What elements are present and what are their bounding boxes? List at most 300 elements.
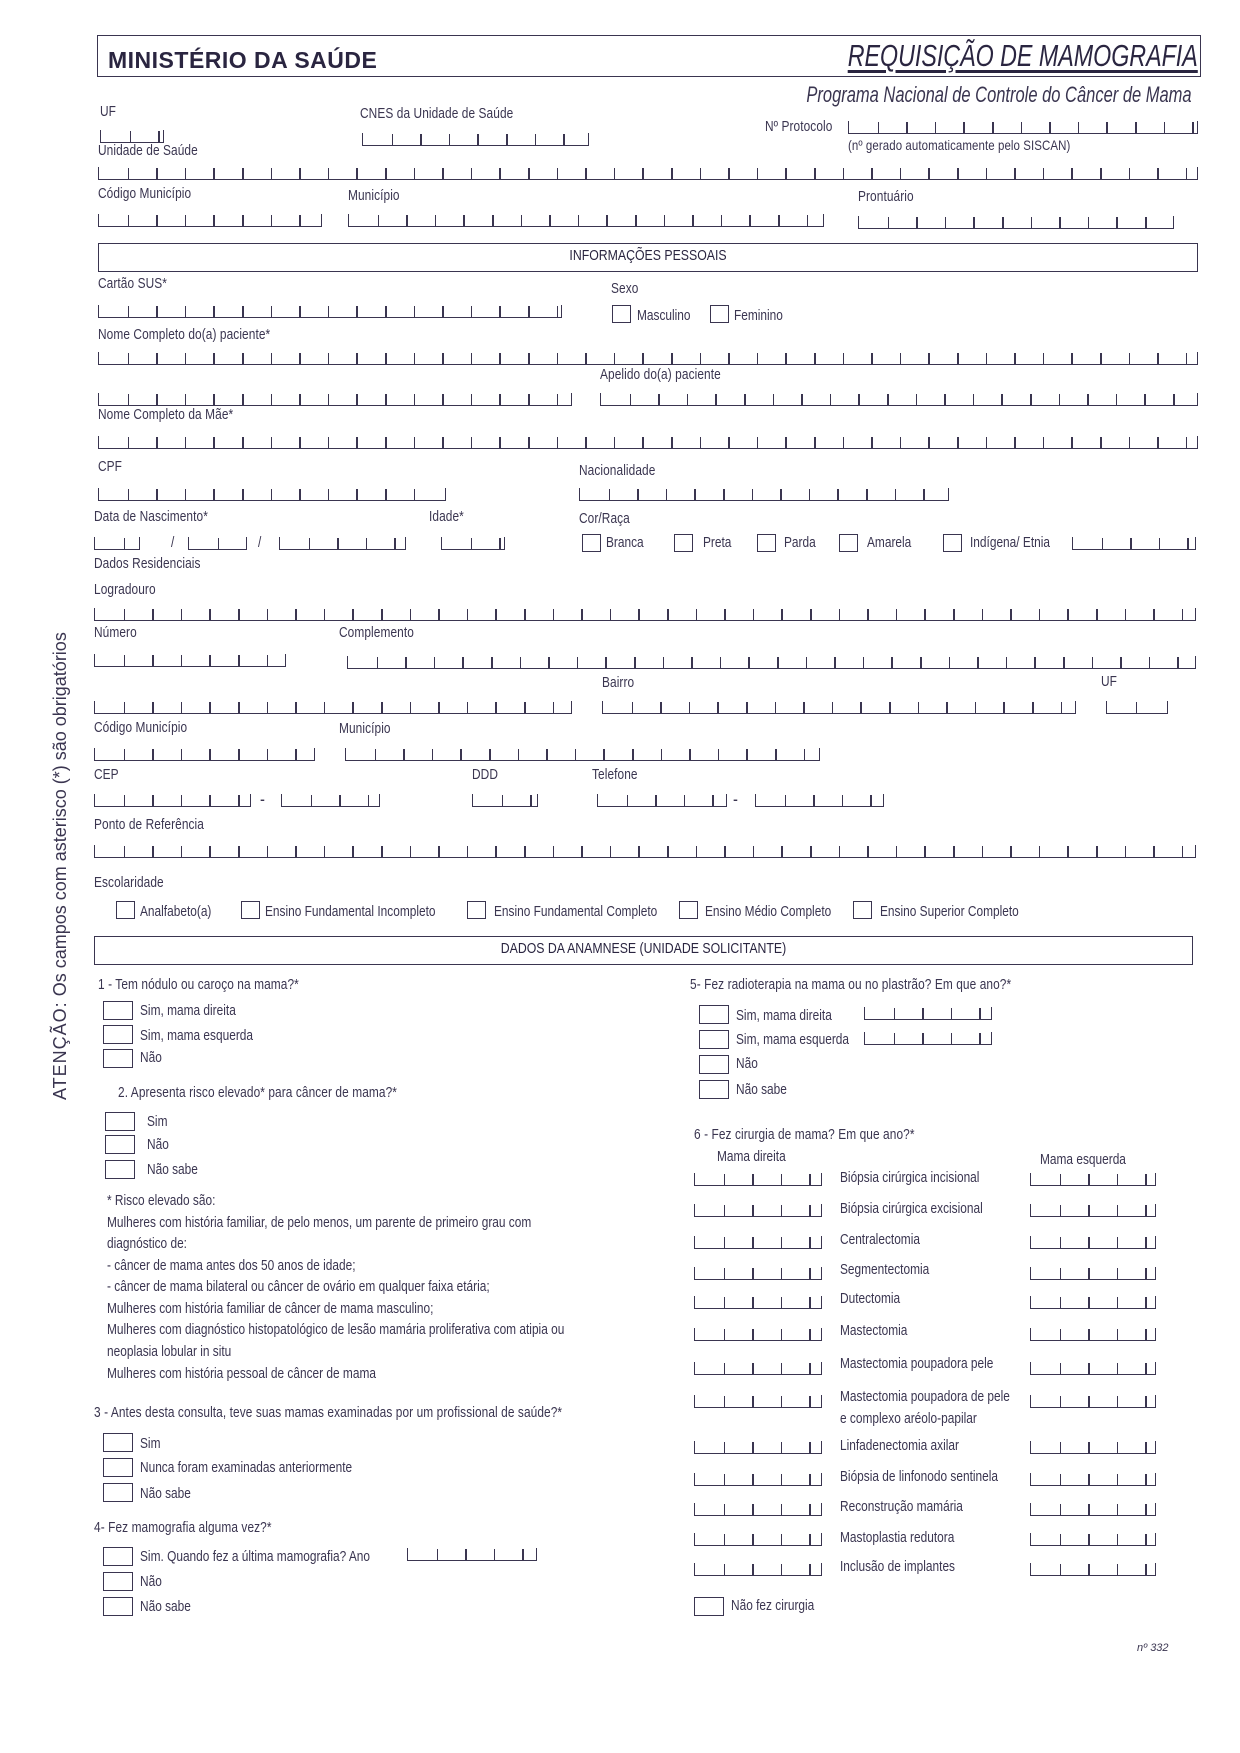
comb-tick: [878, 122, 880, 133]
comb-tick: [781, 1363, 783, 1374]
esc-superior-checkbox[interactable]: [853, 901, 872, 919]
comb-tick: [1003, 702, 1005, 713]
comb-tick: [1117, 1442, 1119, 1453]
protocolo-label: Nº Protocolo: [765, 119, 833, 135]
comb-tick: [781, 1396, 783, 1407]
comb-tick: [553, 609, 555, 620]
comb-tick: [1145, 1174, 1147, 1185]
logradouro-field[interactable]: [94, 608, 1196, 621]
esc-medio-label: Ensino Médio Completo: [705, 904, 832, 920]
comb-tick: [953, 846, 955, 857]
comb-tick: [128, 353, 130, 364]
bairro-field[interactable]: [602, 701, 1076, 714]
comb-tick: [438, 702, 440, 713]
q6-label: 6 - Fez cirurgia de mama? Em que ano?*: [694, 1127, 915, 1143]
apelido-field[interactable]: [600, 393, 1198, 406]
etnia-field[interactable]: [1072, 537, 1196, 550]
q6-right-year-2[interactable]: [694, 1204, 822, 1217]
q6-right-year-6[interactable]: [694, 1328, 822, 1341]
comb-tick: [581, 846, 583, 857]
comb-tick: [810, 609, 812, 620]
q4-opt3-checkbox[interactable]: [103, 1597, 133, 1616]
comb-tick: [986, 168, 988, 179]
comb-tick: [238, 702, 240, 713]
cnes-field[interactable]: [362, 133, 589, 146]
q4-opt1-checkbox[interactable]: [103, 1547, 133, 1566]
comb-tick: [1060, 1363, 1062, 1374]
comb-tick: [1117, 1237, 1119, 1248]
comb-tick: [752, 1564, 754, 1575]
comb-tick: [724, 1534, 726, 1545]
cep-field-2[interactable]: [281, 794, 380, 807]
comb-tick: [1186, 353, 1188, 364]
q6-right-year-4[interactable]: [694, 1267, 822, 1280]
q3-opt3-label: Não sabe: [140, 1486, 191, 1502]
comb-tick: [712, 795, 714, 806]
comb-tick: [804, 749, 806, 760]
comb-tick: [209, 655, 211, 666]
feminino-checkbox[interactable]: [710, 305, 729, 323]
comb-tick: [1159, 538, 1161, 549]
q6-left-year-10[interactable]: [1030, 1473, 1156, 1486]
q6-left-year-6[interactable]: [1030, 1328, 1156, 1341]
comb-tick: [518, 749, 520, 760]
comb-tick: [809, 1474, 811, 1485]
res-cod-municipio-field[interactable]: [94, 748, 315, 761]
cod-municipio-field[interactable]: [98, 214, 322, 227]
comb-tick: [814, 168, 816, 179]
q4-opt2-checkbox[interactable]: [103, 1572, 133, 1591]
q6-right-year-11[interactable]: [694, 1503, 822, 1516]
comb-tick: [922, 1033, 924, 1044]
cartao-sus-field[interactable]: [98, 305, 562, 318]
comb-tick: [982, 609, 984, 620]
comb-tick: [700, 353, 702, 364]
comb-tick: [671, 437, 673, 448]
comb-tick: [414, 168, 416, 179]
comb-tick: [267, 655, 269, 666]
comb-tick: [128, 489, 130, 500]
uf-field[interactable]: [100, 130, 164, 143]
comb-tick: [1088, 1442, 1090, 1453]
comb-tick: [1125, 846, 1127, 857]
q5-opt1-checkbox[interactable]: [699, 1005, 729, 1024]
comb-tick: [1071, 437, 1073, 448]
q6-left-year-5[interactable]: [1030, 1296, 1156, 1309]
amarela-checkbox[interactable]: [839, 534, 858, 552]
comb-tick: [1117, 1564, 1119, 1575]
personal-info-section: INFORMAÇÕES PESSOAIS: [98, 243, 1198, 272]
comb-tick: [614, 437, 616, 448]
comb-tick: [777, 657, 779, 668]
comb-tick: [385, 437, 387, 448]
comb-tick: [499, 353, 501, 364]
comb-tick: [535, 134, 537, 145]
comb-tick: [1078, 122, 1080, 133]
comb-tick: [785, 168, 787, 179]
comb-tick: [923, 489, 925, 500]
comb-tick: [522, 1549, 524, 1560]
dia-field[interactable]: [94, 537, 140, 550]
comb-tick: [267, 609, 269, 620]
comb-tick: [1129, 353, 1131, 364]
nome-mae-label: Nome Completo da Mãe*: [98, 407, 234, 423]
telefone-field-1[interactable]: [597, 794, 727, 807]
q6-left-year-12[interactable]: [1030, 1533, 1156, 1546]
comb-tick: [664, 215, 666, 226]
comb-tick: [632, 749, 634, 760]
q6-right-year-12[interactable]: [694, 1533, 822, 1546]
comb-tick: [368, 795, 370, 806]
comb-tick: [1144, 394, 1146, 405]
comb-tick: [381, 702, 383, 713]
comb-tick: [577, 657, 579, 668]
esc-medio-checkbox[interactable]: [679, 901, 698, 919]
unidade-label: Unidade de Saúde: [98, 143, 198, 159]
comb-tick: [718, 749, 720, 760]
comb-tick: [752, 1205, 754, 1216]
q6-left-year-9[interactable]: [1030, 1441, 1156, 1454]
q3-opt1-checkbox[interactable]: [103, 1433, 133, 1452]
q6-proc-9: Linfadenectomia axilar: [840, 1438, 959, 1454]
q6-left-year-1[interactable]: [1030, 1173, 1156, 1186]
comb-tick: [406, 215, 408, 226]
comb-tick: [979, 1008, 981, 1019]
comb-tick: [1106, 122, 1108, 133]
comb-tick: [585, 437, 587, 448]
comb-tick: [385, 489, 387, 500]
comb-tick: [1088, 1174, 1090, 1185]
q4-opt3-label: Não sabe: [140, 1599, 191, 1615]
q2-opt1-checkbox[interactable]: [105, 1112, 135, 1131]
indigena-checkbox[interactable]: [943, 534, 962, 552]
cpf-field[interactable]: [98, 488, 446, 501]
comb-tick: [1060, 1504, 1062, 1515]
q5-opt2-checkbox[interactable]: [699, 1030, 729, 1049]
q4-year-field[interactable]: [407, 1548, 537, 1561]
comb-tick: [185, 489, 187, 500]
comb-tick: [352, 702, 354, 713]
comb-tick: [1088, 1268, 1090, 1279]
comb-tick: [1060, 1534, 1062, 1545]
comb-tick: [238, 749, 240, 760]
comb-tick: [1117, 1534, 1119, 1545]
comb-tick: [152, 795, 154, 806]
comb-tick: [887, 394, 889, 405]
comb-tick: [781, 1329, 783, 1340]
esc-fund-comp-checkbox[interactable]: [467, 901, 486, 919]
comb-tick: [920, 657, 922, 668]
comb-tick: [1136, 702, 1138, 713]
q5-opt4-checkbox[interactable]: [699, 1080, 729, 1099]
branca-checkbox[interactable]: [582, 534, 601, 552]
ddd-field[interactable]: [472, 794, 538, 807]
comb-tick: [661, 749, 663, 760]
q6-right-year-1[interactable]: [694, 1173, 822, 1186]
comb-tick: [723, 489, 725, 500]
q1-opt2-label: Sim, mama esquerda: [140, 1028, 254, 1044]
q6-right-year-5[interactable]: [694, 1296, 822, 1309]
comb-tick: [867, 846, 869, 857]
comb-tick: [696, 609, 698, 620]
comb-tick: [242, 489, 244, 500]
comb-tick: [957, 353, 959, 364]
comb-tick: [603, 749, 605, 760]
telefone-dash: -: [733, 789, 739, 809]
comb-tick: [124, 702, 126, 713]
comb-tick: [896, 609, 898, 620]
q6-left-year-4[interactable]: [1030, 1267, 1156, 1280]
comb-tick: [785, 795, 787, 806]
comb-tick: [949, 657, 951, 668]
comb-tick: [356, 306, 358, 317]
q6-right-year-3[interactable]: [694, 1236, 822, 1249]
q6-right-year-10[interactable]: [694, 1473, 822, 1486]
q6-none-checkbox[interactable]: [694, 1597, 724, 1616]
parda-checkbox[interactable]: [757, 534, 776, 552]
esc-fund-comp-label: Ensino Fundamental Completo: [494, 904, 658, 920]
mes-field[interactable]: [188, 537, 247, 550]
comb-tick: [944, 394, 946, 405]
telefone-field-2[interactable]: [755, 794, 884, 807]
comb-tick: [724, 1564, 726, 1575]
comb-tick: [267, 846, 269, 857]
comb-tick: [810, 846, 812, 857]
numero-label: Número: [94, 625, 137, 641]
residence-uf-field[interactable]: [1106, 701, 1168, 714]
comb-tick: [271, 353, 273, 364]
comb-tick: [610, 846, 612, 857]
comb-tick: [213, 215, 215, 226]
comb-tick: [467, 846, 469, 857]
q6-left-year-11[interactable]: [1030, 1503, 1156, 1516]
comb-tick: [299, 394, 301, 405]
comb-tick: [642, 437, 644, 448]
comb-tick: [213, 489, 215, 500]
protocolo-field[interactable]: [848, 121, 1198, 134]
comb-tick: [156, 168, 158, 179]
comb-tick: [462, 657, 464, 668]
comb-tick: [894, 1008, 896, 1019]
esc-analfabeto-checkbox[interactable]: [116, 901, 135, 919]
ano-field[interactable]: [279, 537, 406, 550]
q1-label: 1 - Tem nódulo ou caroço na mama?*: [98, 977, 299, 993]
comb-tick: [973, 394, 975, 405]
comb-tick: [1117, 1474, 1119, 1485]
comb-tick: [630, 394, 632, 405]
comb-tick: [442, 394, 444, 405]
esc-fund-inc-checkbox[interactable]: [241, 901, 260, 919]
comb-tick: [610, 609, 612, 620]
comb-tick: [152, 702, 154, 713]
comb-tick: [585, 168, 587, 179]
comb-tick: [1182, 846, 1184, 857]
comb-tick: [1063, 657, 1065, 668]
q1-opt3-checkbox[interactable]: [103, 1049, 133, 1068]
comb-tick: [467, 609, 469, 620]
q1-opt2-checkbox[interactable]: [103, 1025, 133, 1044]
q6-proc-6: Mastectomia: [840, 1323, 908, 1339]
q6-proc-5: Dutectomia: [840, 1291, 901, 1307]
comb-tick: [1145, 1268, 1147, 1279]
comb-tick: [1145, 1205, 1147, 1216]
comb-tick: [752, 1504, 754, 1515]
comb-tick: [499, 538, 501, 549]
complemento-field[interactable]: [347, 656, 1196, 669]
comb-tick: [809, 1564, 811, 1575]
q3-opt2-checkbox[interactable]: [103, 1458, 133, 1477]
comb-tick: [1145, 1504, 1147, 1515]
comb-tick: [524, 702, 526, 713]
comb-tick: [1100, 168, 1102, 179]
q2-opt1-label: Sim: [147, 1114, 168, 1130]
comb-tick: [666, 489, 668, 500]
q6-right-year-9[interactable]: [694, 1441, 822, 1454]
comb-tick: [356, 394, 358, 405]
comb-tick: [299, 306, 301, 317]
q5-right-year-field[interactable]: [864, 1007, 992, 1020]
comb-tick: [724, 1474, 726, 1485]
comb-tick: [1145, 1474, 1147, 1485]
q6-left-year-7[interactable]: [1030, 1362, 1156, 1375]
ponto-ref-field[interactable]: [94, 845, 1196, 858]
comb-tick: [377, 657, 379, 668]
amarela-label: Amarela: [867, 535, 912, 551]
comb-tick: [717, 702, 719, 713]
q6-right-year-13[interactable]: [694, 1563, 822, 1576]
comb-tick: [979, 1033, 981, 1044]
risk-line-1: Mulheres com história familiar, de pelo menos, um parente de primeiro grau com: [107, 1215, 532, 1231]
comb-tick: [896, 846, 898, 857]
comb-tick: [724, 1268, 726, 1279]
comb-tick: [689, 749, 691, 760]
nome-field-cont[interactable]: [98, 393, 572, 406]
comb-tick: [724, 1504, 726, 1515]
q2-opt2-label: Não: [147, 1137, 169, 1153]
cep-field-1[interactable]: [94, 794, 251, 807]
q1-opt1-checkbox[interactable]: [103, 1001, 133, 1020]
nome-field[interactable]: [98, 352, 1198, 365]
comb-tick: [957, 437, 959, 448]
comb-tick: [963, 122, 965, 133]
q4-opt2-label: Não: [140, 1574, 162, 1590]
comb-tick: [299, 353, 301, 364]
comb-tick: [581, 609, 583, 620]
comb-tick: [839, 609, 841, 620]
comb-tick: [385, 168, 387, 179]
comb-tick: [1060, 1237, 1062, 1248]
comb-tick: [295, 749, 297, 760]
comb-tick: [1145, 1564, 1147, 1575]
preta-label: Preta: [703, 535, 732, 551]
municipio-field[interactable]: [348, 214, 824, 227]
parda-label: Parda: [784, 535, 816, 551]
comb-tick: [271, 437, 273, 448]
comb-tick: [1032, 702, 1034, 713]
comb-tick: [1145, 1237, 1147, 1248]
comb-tick: [1088, 217, 1090, 228]
comb-tick: [366, 538, 368, 549]
q6-right-year-8[interactable]: [694, 1395, 822, 1408]
prontuario-field[interactable]: [858, 216, 1174, 229]
logradouro-label: Logradouro: [94, 582, 156, 598]
comb-tick: [438, 609, 440, 620]
comb-tick: [1145, 1396, 1147, 1407]
comb-tick: [381, 846, 383, 857]
comb-tick: [213, 306, 215, 317]
q2-opt3-checkbox[interactable]: [105, 1160, 135, 1179]
idade-field[interactable]: [441, 537, 505, 550]
comb-tick: [295, 609, 297, 620]
q6-proc-11: Reconstrução mamária: [840, 1499, 963, 1515]
bairro-field-1[interactable]: [94, 701, 572, 714]
q2-opt2-checkbox[interactable]: [105, 1135, 135, 1154]
comb-tick: [1177, 657, 1179, 668]
comb-tick: [471, 538, 473, 549]
q6-left-year-8[interactable]: [1030, 1395, 1156, 1408]
q5-opt3-checkbox[interactable]: [699, 1055, 729, 1074]
comb-tick: [1021, 122, 1023, 133]
comb-tick: [1001, 394, 1003, 405]
q6-left-year-3[interactable]: [1030, 1236, 1156, 1249]
comb-tick: [781, 1268, 783, 1279]
comb-tick: [757, 168, 759, 179]
q5-left-year-field[interactable]: [864, 1032, 992, 1045]
comb-tick: [843, 168, 845, 179]
comb-tick: [356, 489, 358, 500]
q6-left-year-2[interactable]: [1030, 1204, 1156, 1217]
masculino-checkbox[interactable]: [612, 305, 631, 323]
comb-tick: [746, 702, 748, 713]
comb-tick: [1116, 217, 1118, 228]
numero-field[interactable]: [94, 654, 286, 667]
comb-tick: [414, 437, 416, 448]
comb-tick: [839, 846, 841, 857]
q3-opt3-checkbox[interactable]: [103, 1483, 133, 1502]
nacionalidade-field[interactable]: [579, 488, 949, 501]
comb-tick: [392, 134, 394, 145]
q6-right-year-7[interactable]: [694, 1362, 822, 1375]
res-cod-municipio-label: Código Município: [94, 720, 188, 736]
q6-left-year-13[interactable]: [1030, 1563, 1156, 1576]
cor-raca-label: Cor/Raça: [579, 511, 630, 527]
comb-tick: [778, 215, 780, 226]
comb-tick: [785, 437, 787, 448]
comb-tick: [381, 609, 383, 620]
nome-mae-field[interactable]: [98, 436, 1198, 449]
comb-tick: [238, 846, 240, 857]
comb-tick: [694, 489, 696, 500]
comb-tick: [924, 846, 926, 857]
form-number: nº 332: [1137, 1642, 1169, 1654]
q6-proc-8: Mastectomia poupadora de pele: [840, 1389, 1010, 1405]
comb-tick: [781, 1474, 783, 1485]
res-municipio-field[interactable]: [345, 748, 820, 761]
q2-label: 2. Apresenta risco elevado* para câncer de mama?*: [118, 1085, 397, 1101]
comb-tick: [242, 215, 244, 226]
comb-tick: [492, 215, 494, 226]
comb-tick: [753, 609, 755, 620]
comb-tick: [295, 702, 297, 713]
comb-tick: [414, 489, 416, 500]
comb-tick: [1010, 609, 1012, 620]
comb-tick: [299, 168, 301, 179]
preta-checkbox[interactable]: [674, 534, 693, 552]
unidade-field[interactable]: [98, 167, 1198, 180]
comb-tick: [842, 795, 844, 806]
comb-tick: [746, 749, 748, 760]
comb-tick: [1149, 657, 1151, 668]
